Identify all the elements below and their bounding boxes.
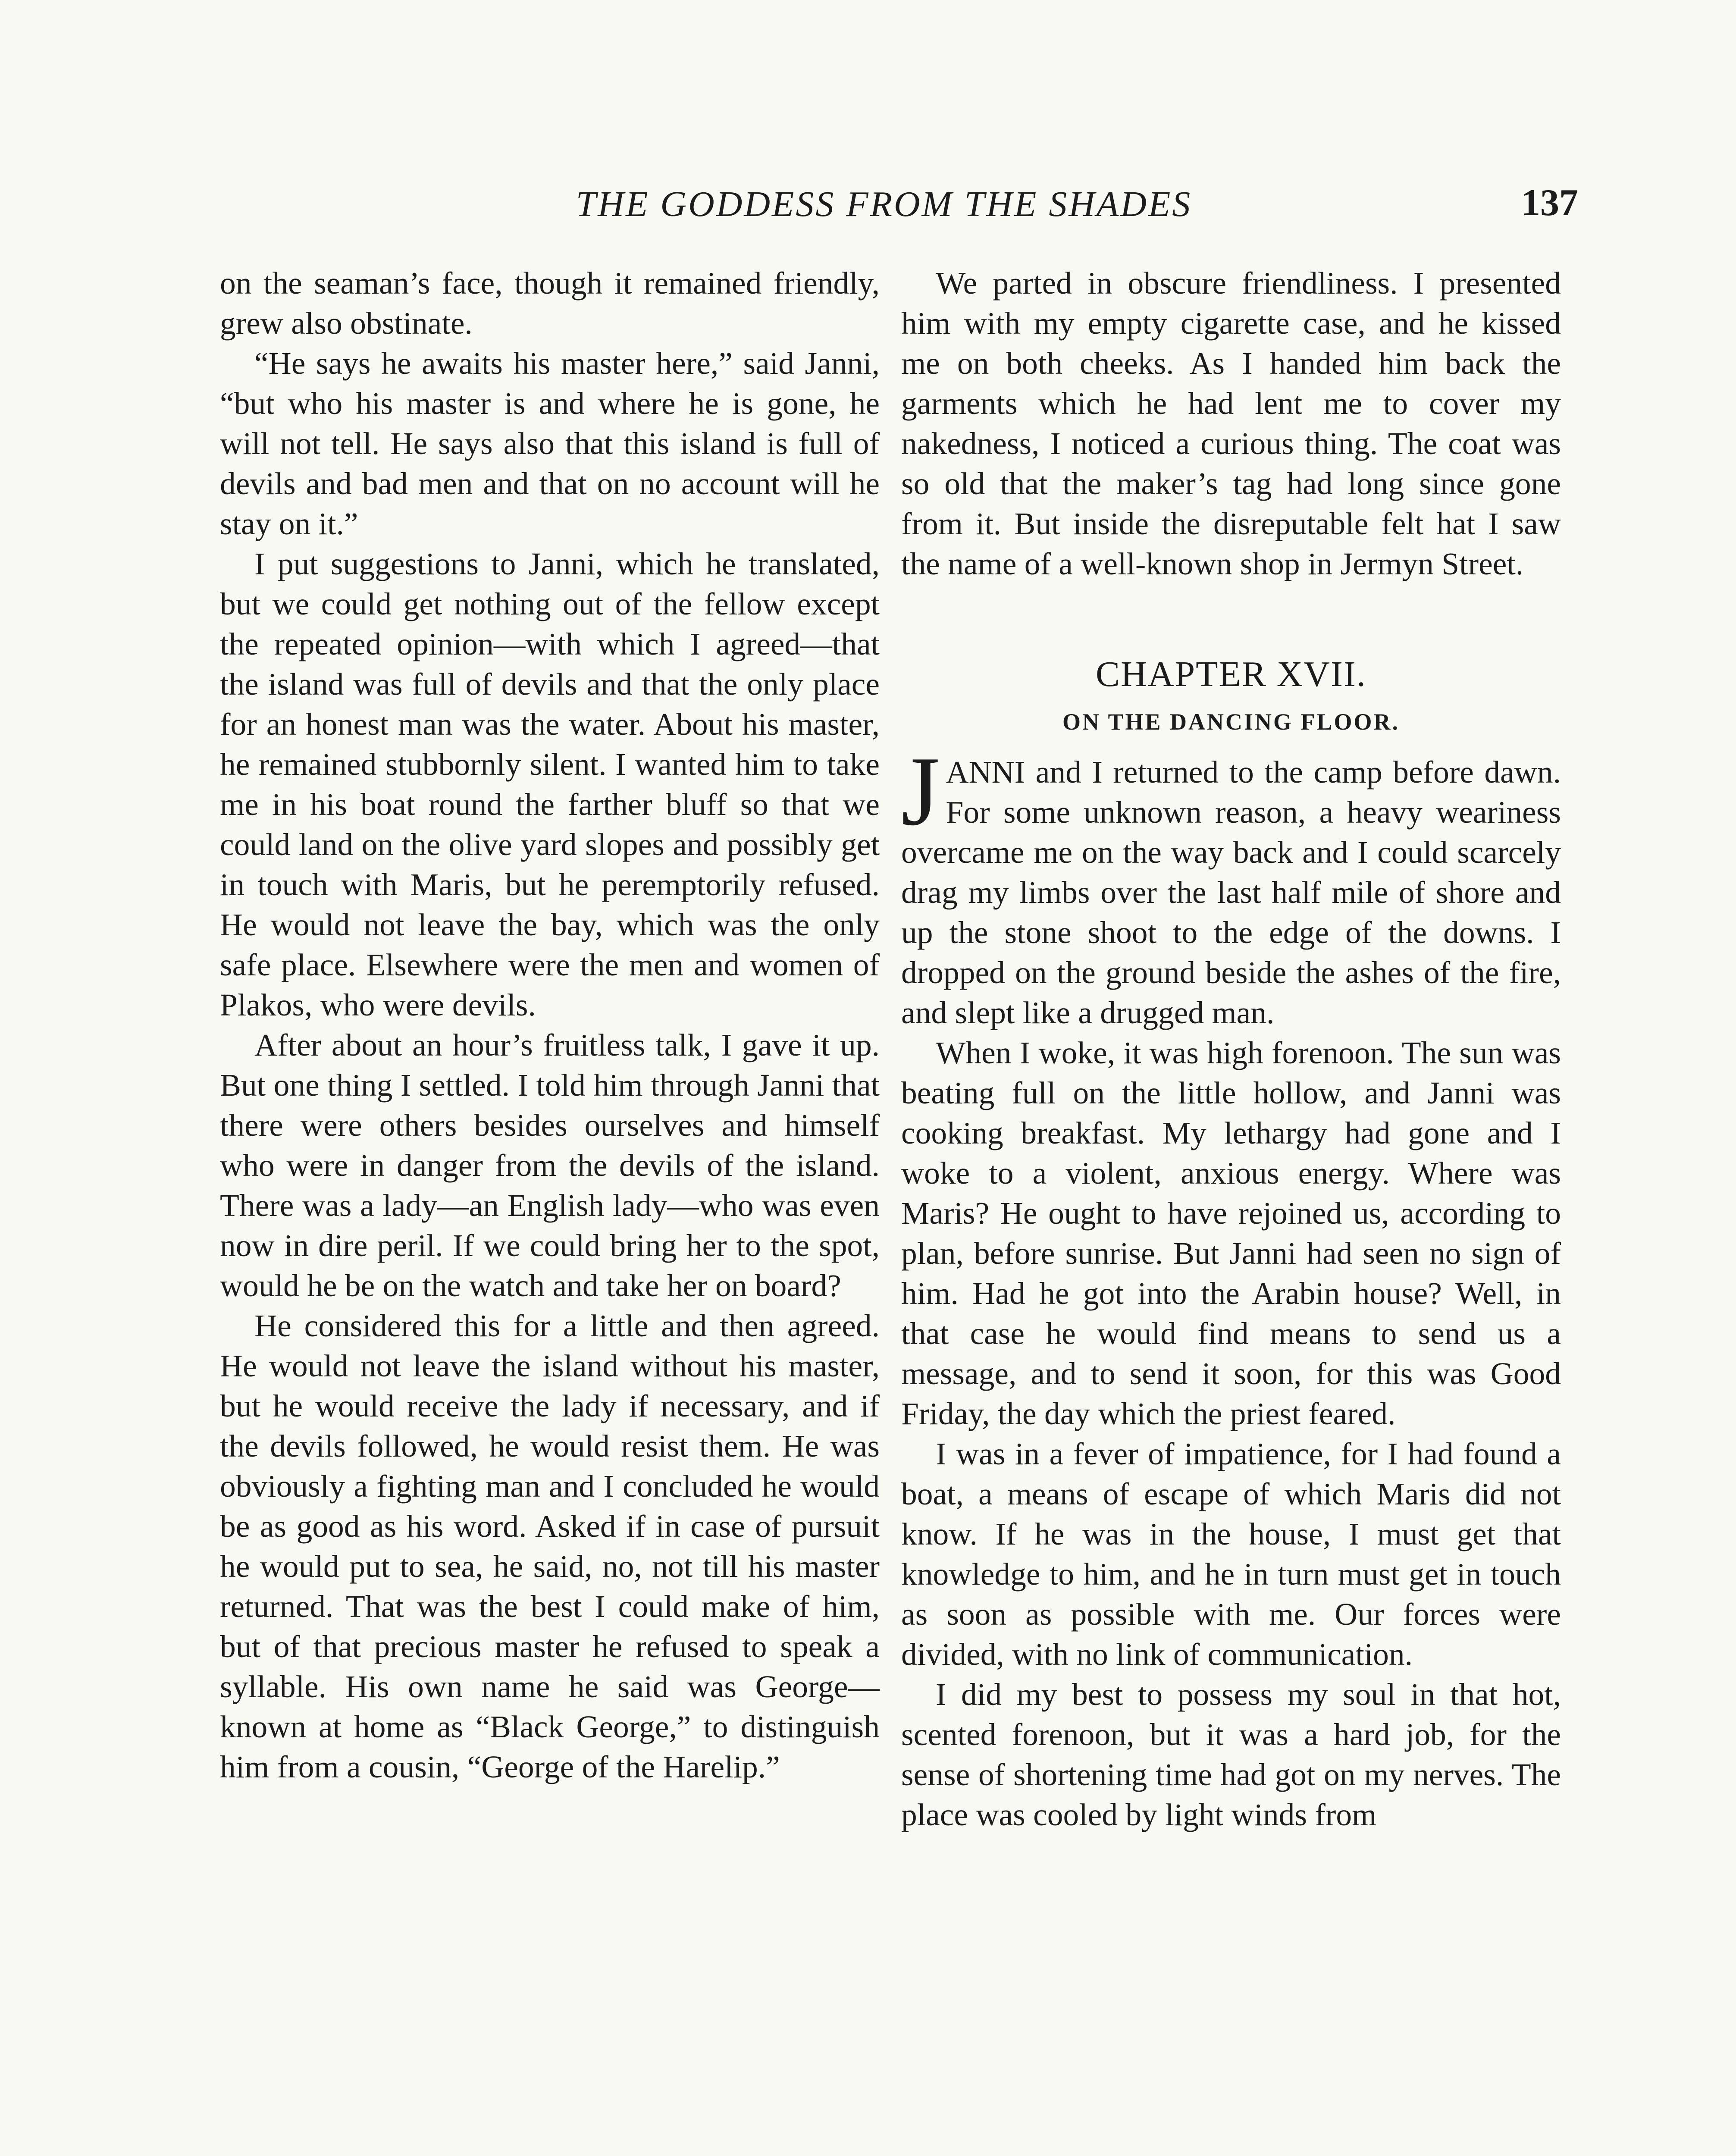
paragraph: When I woke, it was high forenoon. The sun was beating full on the little hollow, and Janni was cooking breakfast. My lethargy had gone and I woke to a violent, anxious energy. Where was Maris? He ought to have rejoined us, according to plan, before sunrise. But Janni had seen no sign of him. Had he got into the Arabin house? Well, in that case he would find means to send us a message, and to send it soon, for this was Good Friday, the day which the priest feared. xyxy=(901,1035,1561,1431)
paragraph: on the seaman’s face, though it remained friendly, grew also obstinate. xyxy=(220,266,880,341)
paragraph: I put suggestions to Janni, which he translated, but we could get nothing out of the fellow except the repeated opinion—with which I agreed—that the island was full of devils and that the only place for an honest man was the water. About his master, he remained stubbornly silent. I wanted him to take me in his boat round the farther bluff so that we could land on the olive yard slopes and possibly get in touch with Maris, but he peremptorily refused. He would not leave the bay, which was the only safe place. Elsewhere were the men and women of Plakos, who were devils. xyxy=(220,546,880,1022)
opening-text: ANNI and I returned to the camp before dawn. For some unknown reason, a heavy weariness overcame me on the way back and I could scarcely drag my limbs over the last half mile of shore and up the stone shoot to the edge of the downs. I dropped on the ground beside the ashes of the fire, and slept like a drugged man. xyxy=(901,755,1561,1030)
paragraph: After about an hour’s fruitless talk, I gave it up. But one thing I settled. I told him through Janni that there were others besides ourselves and himself who were in danger from the devils of the island. There was a lady—an English lady—who was even now in dire peril. If we could bring her to the spot, would he be on the watch and take her on board? xyxy=(220,1028,880,1303)
paragraph: I did my best to possess my soul in that hot, scented forenoon, but it was a hard job, for the sense of shortening time had got on my nerves. The place was cooled by light winds from xyxy=(901,1677,1561,1832)
chapter-subtitle: ON THE DANCING FLOOR. xyxy=(1062,709,1400,735)
paragraph: I was in a fever of impatience, for I had found a boat, a means of escape of which Maris did not know. If he was in the house, I must get that knowledge to him, and he in turn must get in touch as soon as possible with me. Our forces were divided, with no link of communication. xyxy=(901,1436,1561,1672)
right-column xyxy=(901,263,1561,1835)
running-title: THE GODDESS FROM THE SHADES xyxy=(576,184,1192,224)
chapter-opening-paragraph xyxy=(901,736,1561,1033)
paragraph: We parted in obscure friendliness. I presented him with my empty cigarette case, and he kissed me on both cheeks. As I handed him back the garments which he had lent me to cover my nakedness, I noticed a curious thing. The coat was so old that the maker’s tag had long since gone from it. But inside the disreputable felt hat I saw the name of a well-known shop in Jermyn Street. xyxy=(901,266,1561,581)
page-number: 137 xyxy=(1521,182,1578,224)
paragraph: He considered this for a little and then agreed. He would not leave the island without his master, but he would receive the lady if necessary, and if the devils followed, he would resist them. He was obviously a fighting man and I concluded he would be as good as his word. Asked if in case of pursuit he would put to sea, he said, no, not till his master returned. That was the best I could make of him, but of that precious master he refused to speak a syllable. His own name he said was George—known at home as “Black George,” to distinguish him from a cousin, “George of the Harelip.” xyxy=(220,1308,880,1784)
drop-cap: J xyxy=(901,736,940,846)
left-column xyxy=(220,263,880,1787)
paragraph: “He says he awaits his master here,” said Janni, “but who his master is and where he is gone, he will not tell. He says also that this island is full of devils and bad men and that on no account will he stay on it.” xyxy=(220,346,880,541)
chapter-heading: CHAPTER XVII. xyxy=(1096,654,1366,694)
